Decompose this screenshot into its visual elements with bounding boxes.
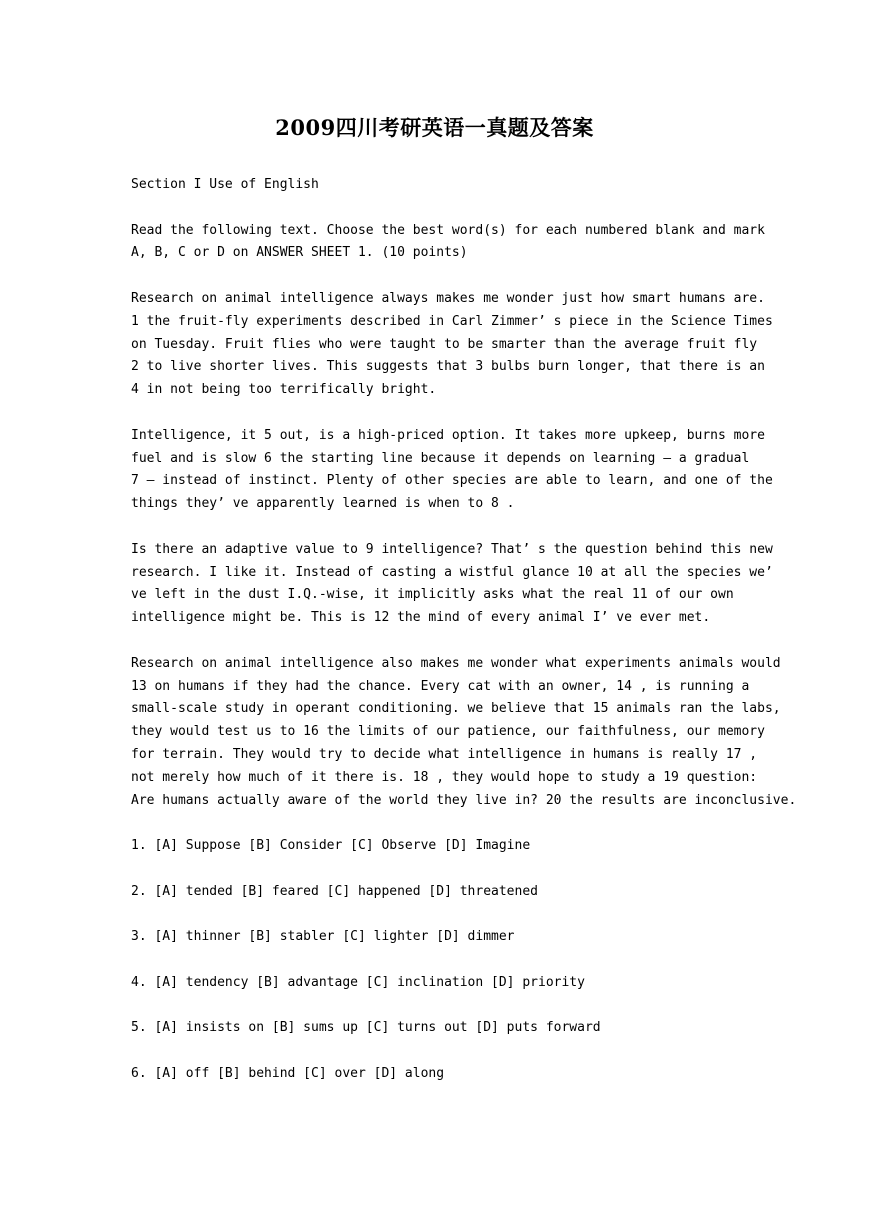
text-line: Is there an adaptive value to 9 intelligence? That’ s the question behind this new [131, 541, 773, 557]
text-line: Research on animal intelligence always makes me wonder just how smart humans are. [131, 290, 765, 306]
question-options-6: 6. [A] off [B] behind [C] over [D] along [131, 1066, 445, 1082]
text-line: research. I like it. Instead of casting a wistful glance 10 at all the species we’ [131, 564, 773, 580]
text-line: for terrain. They would try to decide what intelligence in humans is really 17 , [131, 746, 758, 762]
text-line: Intelligence, it 5 out, is a high-priced option. It takes more upkeep, burns more [131, 427, 765, 443]
section-heading-text: Section I Use of English [131, 177, 319, 192]
text-line: on Tuesday. Fruit flies who were taught to be smarter than the average fruit fly [131, 336, 758, 352]
passage-paragraph-1 [131, 288, 773, 402]
text-line: Are humans actually aware of the world they live in? 20 the results are inconclusive. [131, 792, 797, 808]
passage-paragraph-3 [131, 539, 773, 630]
text-line: Read the following text. Choose the best word(s) for each numbered blank and mark [131, 222, 765, 238]
question-options-3: 3. [A] thinner [B] stabler [C] lighter [D] dimmer [131, 929, 515, 945]
text-line: Research on animal intelligence also makes me wonder what experiments animals would [131, 655, 781, 671]
text-line: they would test us to 16 the limits of our patience, our faithfulness, our memory [131, 724, 765, 740]
text-line: fuel and is slow 6 the starting line because it depends on learning — a gradual [131, 450, 750, 466]
text-line: 1 the fruit-fly experiments described in Carl Zimmer’ s piece in the Science Times [131, 313, 773, 329]
text-line: intelligence might be. This is 12 the mind of every animal I’ ve ever met. [131, 610, 711, 626]
text-line: 7 — instead of instinct. Plenty of other species are able to learn, and one of the [131, 473, 773, 489]
text-line: not merely how much of it there is. 18 , they would hope to study a 19 question: [131, 769, 758, 785]
page-title: 2009四川考研英语一真题及答案 [275, 115, 594, 140]
text-line: 2 to live shorter lives. This suggests that 3 bulbs burn longer, that there is an [131, 359, 765, 375]
question-options-4: 4. [A] tendency [B] advantage [C] inclination [D] priority [131, 974, 585, 990]
text-line: A, B, C or D on ANSWER SHEET 1. (10 points) [131, 245, 468, 261]
text-line: small-scale study in operant conditioning. we believe that 15 animals ran the labs, [131, 701, 781, 717]
text-line: 4 in not being too terrifically bright. [131, 382, 437, 398]
instructions-paragraph [131, 220, 765, 266]
text-line: 13 on humans if they had the chance. Every cat with an owner, 14 , is running a [131, 678, 750, 694]
section-heading [131, 174, 737, 197]
question-options-2: 2. [A] tended [B] feared [C] happened [D] threatened [131, 883, 538, 899]
question-options-5: 5. [A] insists on [B] sums up [C] turns out [D] puts forward [131, 1020, 601, 1036]
text-line: ve left in the dust I.Q.-wise, it implicitly asks what the real 11 of our own [131, 587, 734, 603]
text-line: things they’ ve apparently learned is when to 8 . [131, 496, 515, 512]
question-options-1: 1. [A] Suppose [B] Consider [C] Observe [D] Imagine [131, 838, 531, 854]
passage-paragraph-2 [131, 425, 773, 516]
passage-paragraph-4 [131, 653, 797, 813]
document-body [131, 174, 797, 1109]
